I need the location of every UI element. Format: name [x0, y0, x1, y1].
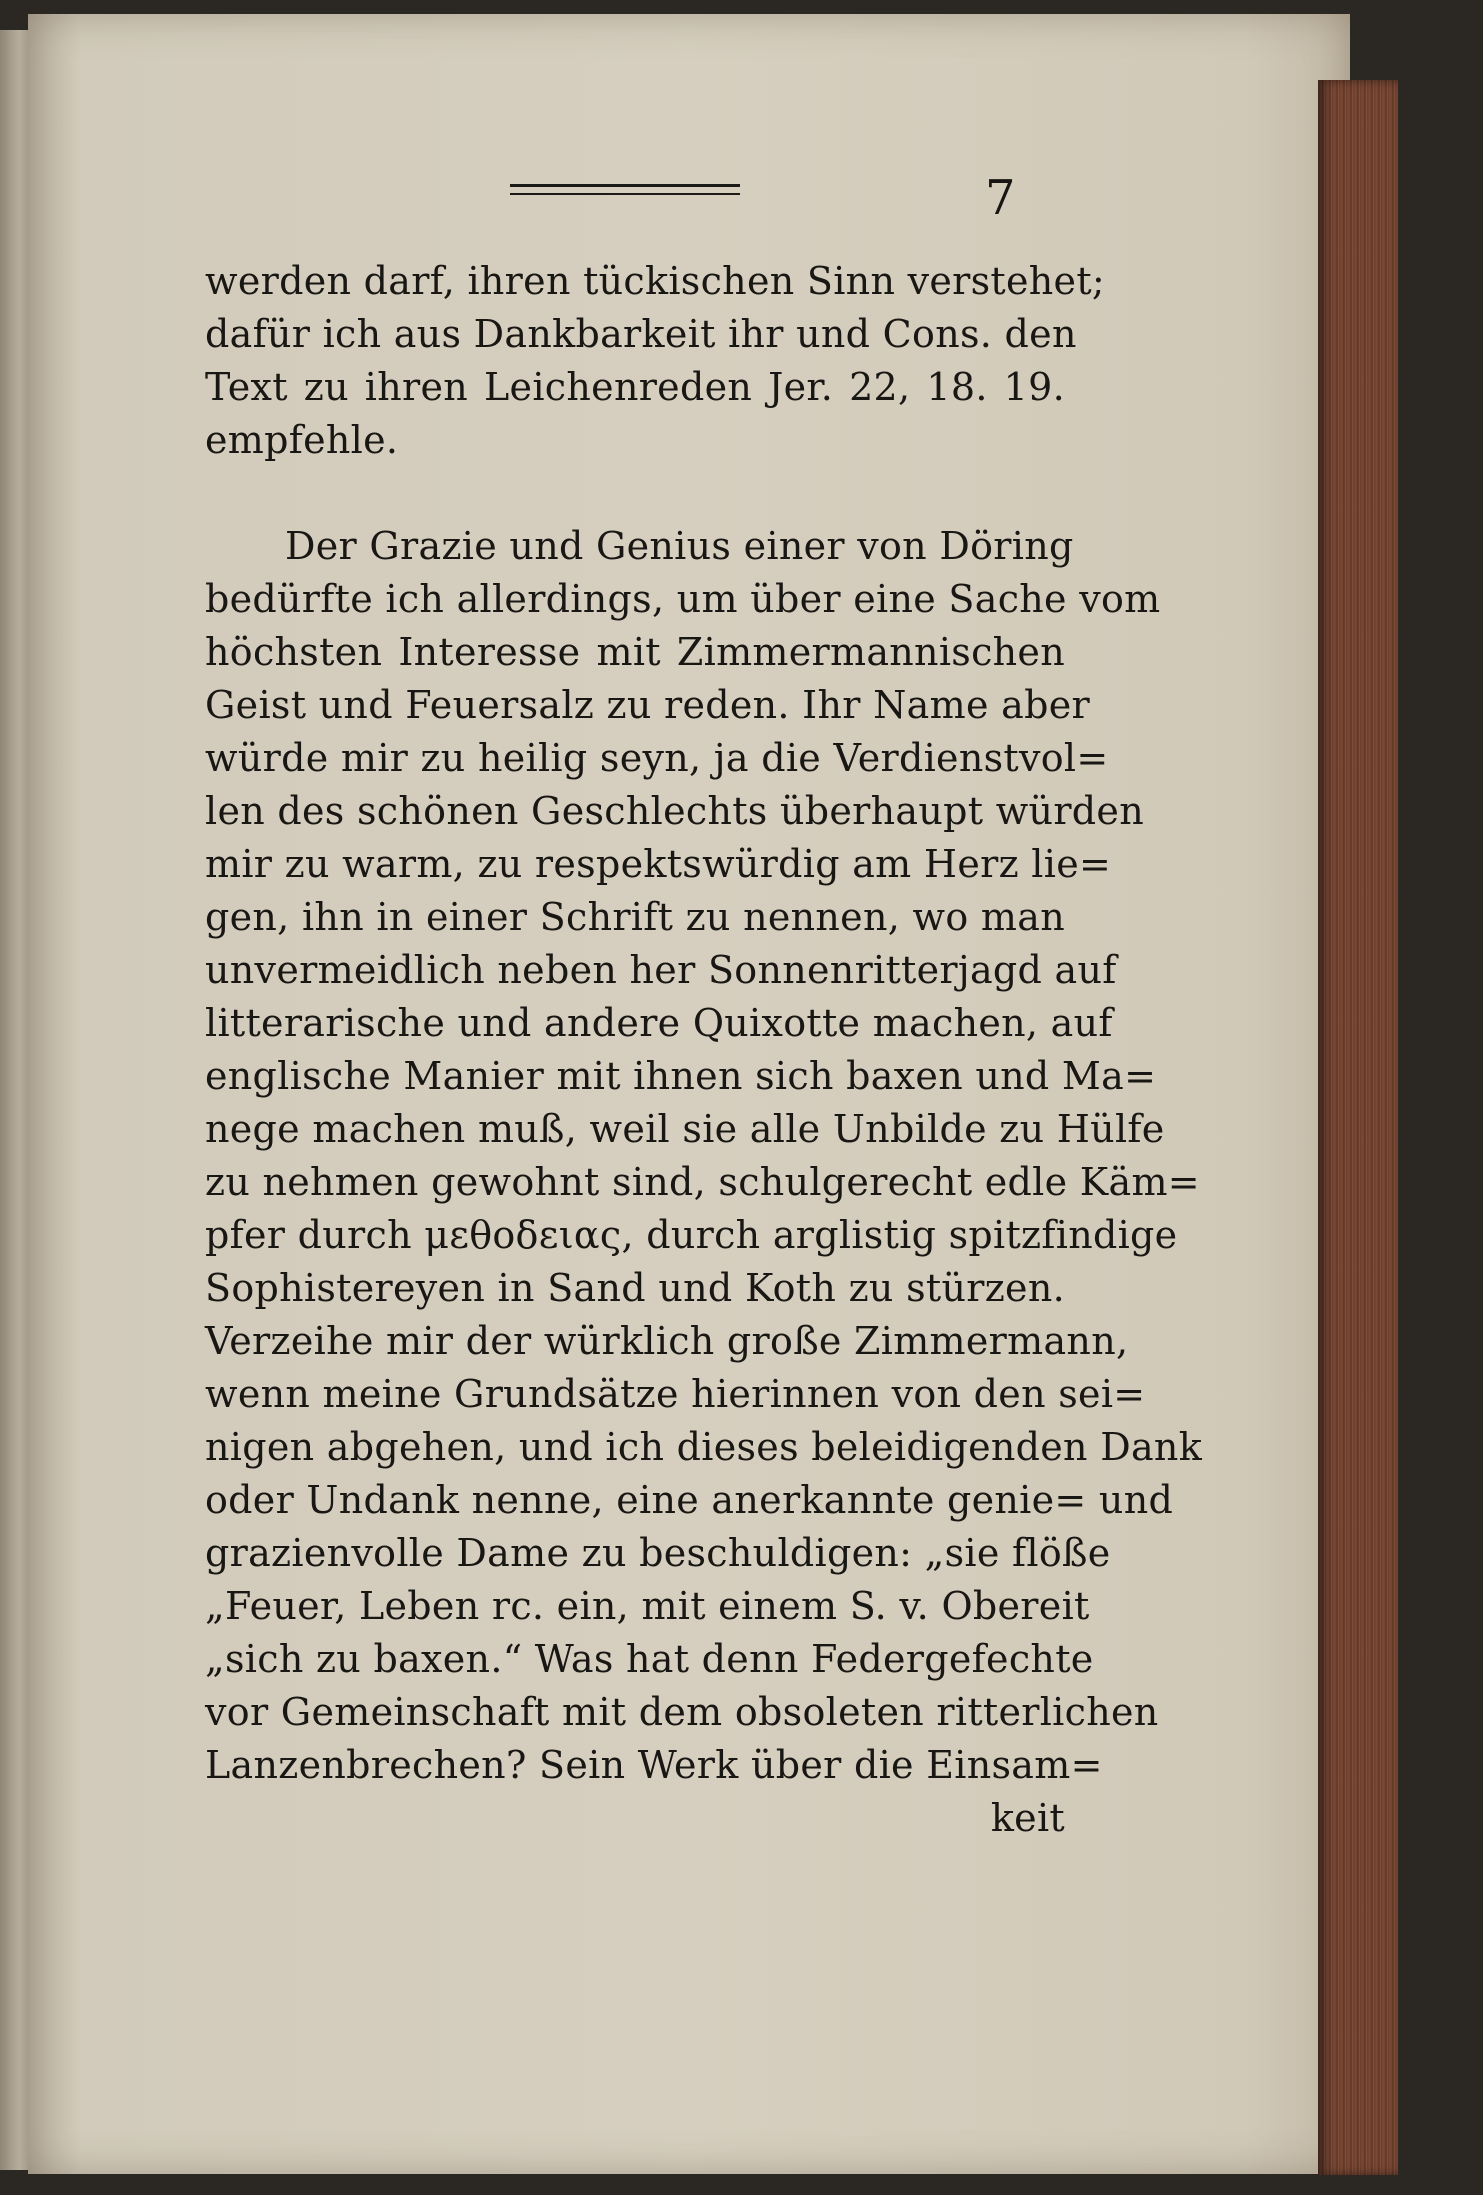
book-fore-edge [1318, 80, 1398, 2175]
page-number: 7 [985, 170, 1016, 226]
text-line: Der Grazie und Genius einer von Döring [285, 524, 1074, 568]
catchword: keit [990, 1796, 1065, 1840]
text-line: vor Gemeinschaft mit dem obsoleten ritterlichen [205, 1690, 1159, 1734]
body-text [205, 255, 1203, 1845]
header-rule [510, 184, 740, 195]
text-line: mir zu warm, zu respektswürdig am Herz lie= [205, 842, 1112, 886]
text-line: Verzeihe mir der würklich große Zimmermann, [205, 1319, 1129, 1363]
text-line: Lanzenbrechen? Sein Werk über die Einsam= [205, 1743, 1103, 1787]
text-line: werden darf, ihren tückischen Sinn verstehet; [205, 259, 1106, 303]
text-line: Geist und Feuersalz zu reden. Ihr Name aber [205, 683, 1090, 727]
text-line: Sophistereyen in Sand und Koth zu stürzen. [205, 1266, 1065, 1310]
text-line: nege machen muß, weil sie alle Unbilde zu Hülfe [205, 1107, 1165, 1151]
text-line: len des schönen Geschlechts überhaupt würden [205, 789, 1144, 833]
text-line: „Feuer, Leben rc. ein, mit einem S. v. Obereit [205, 1584, 1090, 1628]
text-line: zu nehmen gewohnt sind, schulgerecht edle Käm= [205, 1160, 1200, 1204]
text-line: „sich zu baxen.“ Was hat denn Federgefechte [205, 1637, 1094, 1681]
text-line: würde mir zu heilig seyn, ja die Verdienstvol= [205, 736, 1109, 780]
text-line: englische Manier mit ihnen sich baxen und Ma= [205, 1054, 1157, 1098]
text-line: höchsten Interesse mit Zimmermannischen [205, 630, 1065, 674]
text-line: wenn meine Grundsätze hierinnen von den sei= [205, 1372, 1146, 1416]
text-line: pfer durch μεθοδειας, durch arglistig spitzfindige [205, 1213, 1178, 1257]
paragraph-gap [205, 467, 1065, 520]
text-line: grazienvolle Dame zu beschuldigen: „sie flöße [205, 1531, 1111, 1575]
text-line: empfehle. [205, 418, 399, 462]
text-line: nigen abgehen, und ich dieses beleidigenden Dank [205, 1425, 1203, 1469]
text-line: gen, ihn in einer Schrift zu nennen, wo man [205, 895, 1065, 939]
text-line: Text zu ihren Leichenreden Jer. 22, 18. 19. [205, 365, 1065, 409]
text-line: oder Undank nenne, eine anerkannte genie= und [205, 1478, 1174, 1522]
text-line: dafür ich aus Dankbarkeit ihr und Cons. den [205, 312, 1077, 356]
text-line: bedürfte ich allerdings, um über eine Sache vom [205, 577, 1161, 621]
text-line: litterarische und andere Quixotte machen, auf [205, 1001, 1113, 1045]
text-line: unvermeidlich neben her Sonnenritterjagd auf [205, 948, 1117, 992]
